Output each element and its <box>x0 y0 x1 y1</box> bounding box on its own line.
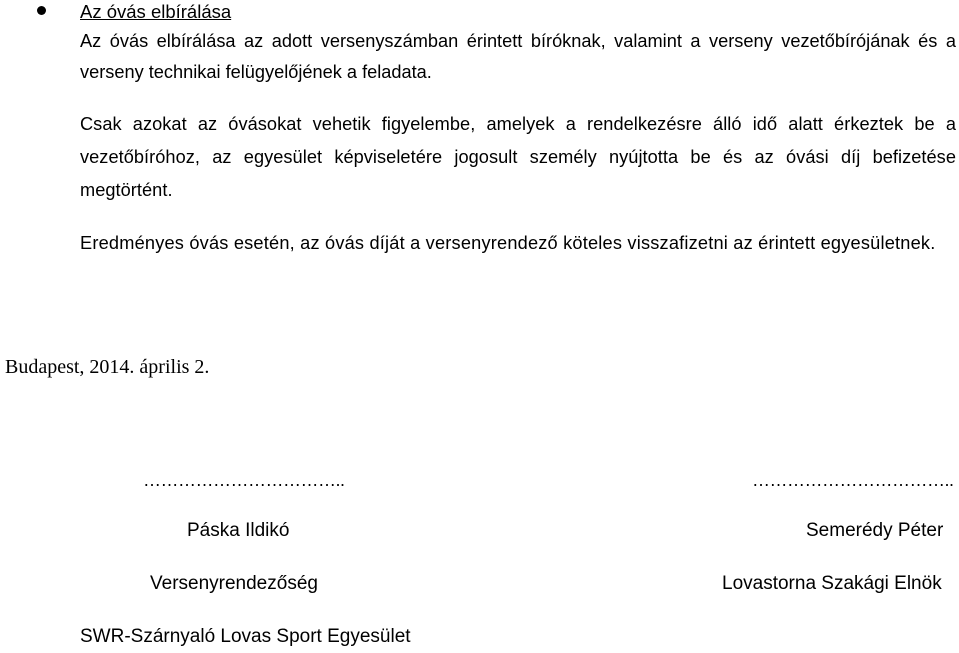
signatory-role-right: Lovastorna Szakági Elnök <box>722 573 942 594</box>
signature-line-left: …………………………….. <box>143 470 345 490</box>
bullet-point-icon <box>37 6 46 15</box>
paragraph-evaluation: Az óvás elbírálása az adott versenyszámban érintett bíróknak, valamint a verseny vezetőbírójának és a verseny technikai felügyelőjének a feladata. <box>80 31 956 82</box>
organization-name: SWR-Szárnyaló Lovas Sport Egyesület <box>80 626 411 647</box>
paragraph-refund: Eredményes óvás esetén, az óvás díját a versenyrendező köteles visszafizetni az érintett egyesületnek. <box>80 233 936 253</box>
signatory-role-left: Versenyrendezőség <box>150 573 318 594</box>
signatory-name-right: Semerédy Péter <box>806 520 944 541</box>
signatory-name-left: Páska Ildikó <box>187 520 290 541</box>
place-date: Budapest, 2014. április 2. <box>5 356 210 378</box>
signature-line-right: …………………………….. <box>752 470 954 490</box>
section-heading: Az óvás elbírálása <box>80 1 232 22</box>
paragraph-conditions: Csak azokat az óvásokat vehetik figyelembe, amelyek a rendelkezésre álló idő alatt érkeztek be a vezetőbíróhoz, az egyesület képviseletére jogosult személy nyújtotta be és az óvási díj befizetése megtörtént. <box>80 114 956 200</box>
